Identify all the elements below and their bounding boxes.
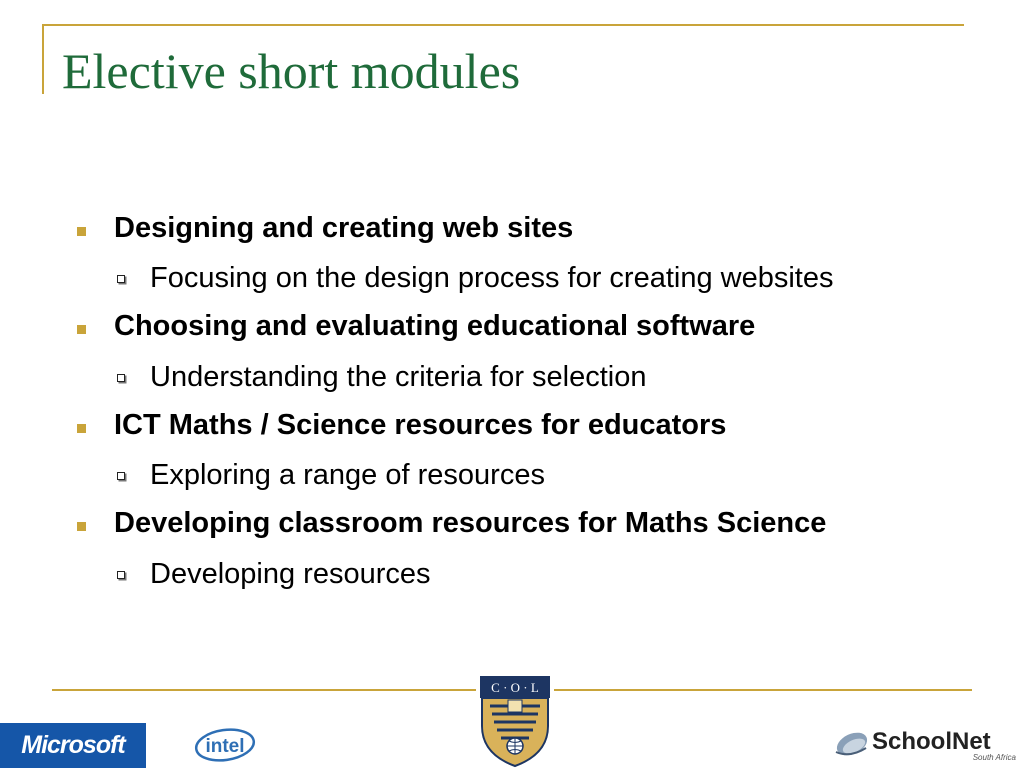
intel-logo-text: intel (205, 736, 245, 757)
bullet-heading: Designing and creating web sites (114, 212, 574, 244)
hollow-square-bullet-icon (117, 275, 125, 283)
schoolnet-logo-text: SchoolNet (872, 728, 991, 755)
bullet-subitem: Understanding the criteria for selection (150, 361, 647, 393)
bullet-heading: Developing classroom resources for Maths Science (114, 507, 827, 539)
hollow-square-bullet-icon (117, 472, 125, 480)
hollow-square-bullet-icon (117, 571, 125, 579)
bullet-square-icon (77, 522, 86, 531)
schoolnet-logo-subtext: South Africa (972, 753, 1016, 762)
intel-logo (193, 726, 257, 764)
microsoft-logo-text: Microsoft (21, 731, 125, 759)
bullet-heading: Choosing and evaluating educational software (114, 310, 756, 342)
microsoft-logo (0, 723, 146, 768)
bullet-heading: ICT Maths / Science resources for educators (114, 409, 727, 441)
hollow-square-bullet-icon (117, 374, 125, 382)
bullet-subitem: Exploring a range of resources (150, 459, 545, 491)
bullet-subitem: Developing resources (150, 558, 431, 590)
bullet-square-icon (77, 424, 86, 433)
bullet-square-icon (77, 325, 86, 334)
bottom-decorative-line (554, 689, 972, 691)
schoolnet-logo (830, 722, 1020, 766)
col-crest-logo (478, 676, 552, 768)
col-logo-text: C · O · L (491, 680, 539, 695)
slide-title: Elective short modules (62, 43, 521, 99)
bottom-decorative-line (52, 689, 476, 691)
bullet-subitem: Focusing on the design process for creating websites (150, 262, 834, 294)
bullet-square-icon (77, 227, 86, 236)
